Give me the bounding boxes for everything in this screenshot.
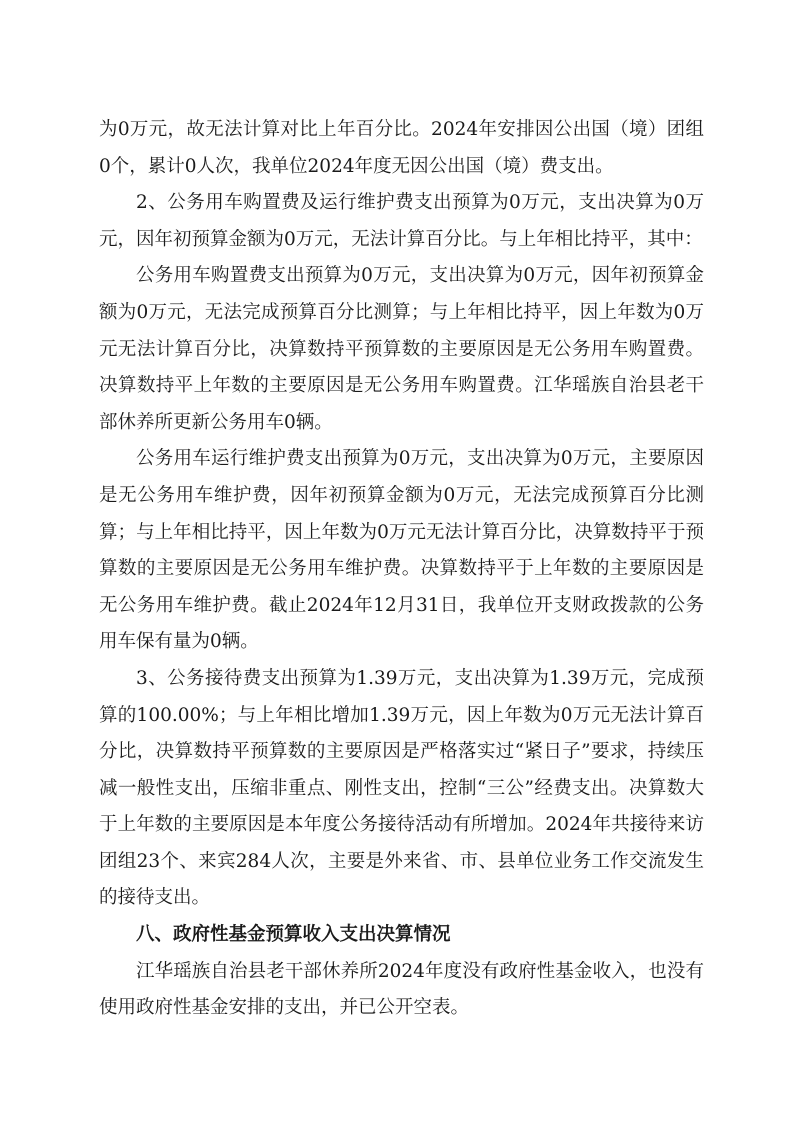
document-page	[99, 112, 704, 1027]
section-heading: 八、政府性基金预算收入支出决算情况	[136, 924, 451, 946]
paragraph-vehicle-purchase: 公务用车购置费支出预算为0万元，支出决算为0万元，因年初预算金额为0万元，无法完成预算百分比测算；与上年相比持平，因上年数为0万元无法计算百分比，决算数持平预算数的主要原因是无公务用车购置费。决算数持平上年数的主要原因是无公务用车购置费。江华瑶族自治县老干部休养所更新公务用车0辆。	[99, 265, 704, 433]
paragraph-overseas-travel-continued: 为0万元，故无法计算对比上年百分比。2024年安排因公出国（境）团组0个，累计0人次，我单位2024年度无因公出国（境）费支出。	[99, 119, 704, 177]
paragraph-vehicle-maintenance: 公务用车运行维护费支出预算为0万元，支出决算为0万元，主要原因是无公务用车维护费，因年初预算金额为0万元，无法完成预算百分比测算；与上年相比持平，因上年数为0万元无法计算百分比，决算数持平于预算数的主要原因是无公务用车维护费。决算数持平于上年数的主要原因是无公务用车维护费。截止2024年12月31日，我单位开支财政拨款的公务用车保有量为0辆。	[99, 448, 704, 653]
paragraph-reception: 3、公务接待费支出预算为1.39万元，支出决算为1.39万元，完成预算的100.00%；与上年相比增加1.39万元，因上年数为0万元无法计算百分比，决算数持平预算数的主要原因是严格落实过“紧日子”要求，持续压减一般性支出，压缩非重点、刚性支出，控制“三公”经费支出。决算数大于上年数的主要原因是本年度公务接待活动有所增加。2024年共接待来访团组23个、来宾284人次，主要是外来省、市、县单位业务工作交流发生的接待支出。	[99, 667, 704, 909]
paragraph-government-fund: 江华瑶族自治县老干部休养所2024年度没有政府性基金收入，也没有使用政府性基金安排的支出，并已公开空表。	[99, 960, 704, 1019]
paragraph-vehicle-summary: 2、公务用车购置费及运行维护费支出预算为0万元，支出决算为0万元，因年初预算金额为0万元，无法计算百分比。与上年相比持平，其中：	[99, 192, 704, 250]
